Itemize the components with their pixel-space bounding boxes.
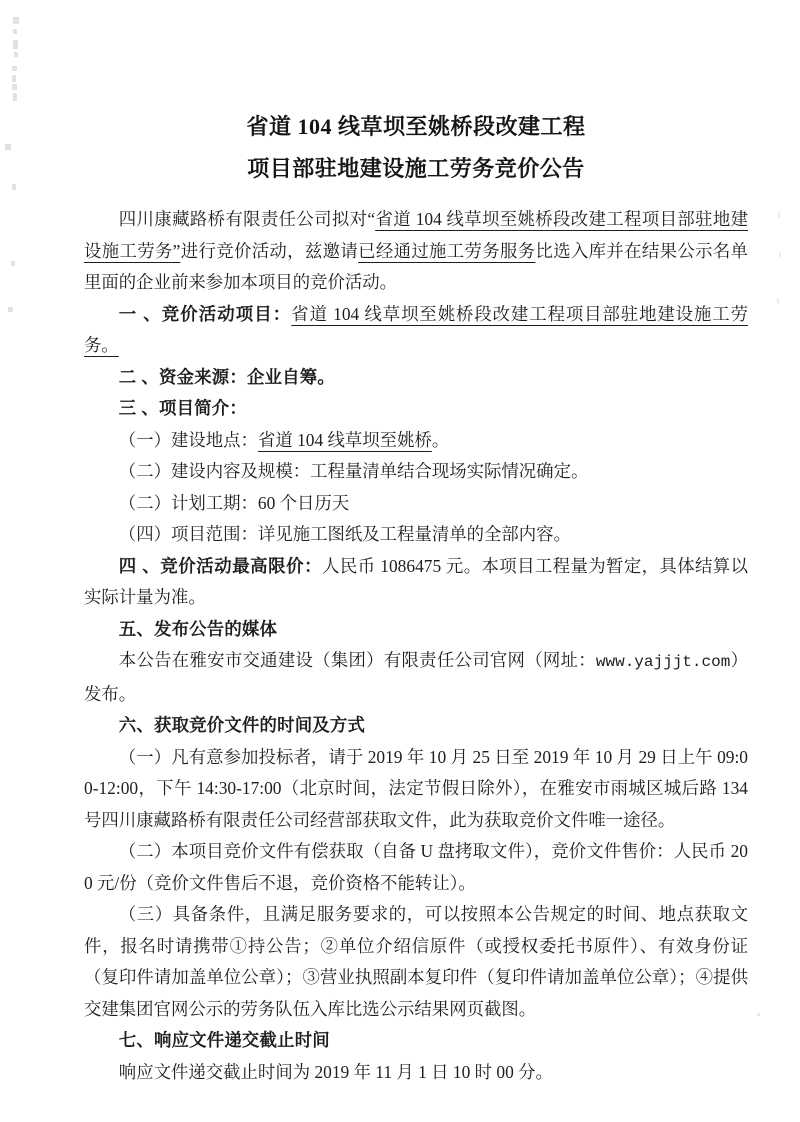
- underlined-text: 省道 104 线草坝至姚桥: [257, 429, 432, 450]
- text-segment: 响应文件递交截止时间为 2019 年 11 月 1 日 10 时 00 分。: [118, 1061, 553, 1082]
- document-title-line-2: 项目部驻地建设施工劳务竞价公告: [247, 156, 585, 181]
- scan-artifact: [13, 40, 18, 49]
- scan-artifact: [779, 252, 781, 257]
- scan-artifact: [5, 144, 11, 150]
- paragraph-13: [84, 742, 748, 837]
- text-segment: （三）具备条件，且满足服务要求的，可以按照本公告规定的时间、地点获取文件，报名时请携带①持公告；②单位介绍信原件（或授权委托书原件）、有效身份证（复印件请加盖单位公章）；③营业执照副本复印件（复印件请加盖单位公章）；④提供交建集团官网公示的劳务队伍入库比选公示结果网页截图。: [84, 904, 748, 1019]
- scan-artifact: [778, 212, 780, 218]
- text-segment: （一）凡有意参加投标者，请于 2019 年 10 月 25 日至 2019 年 10 月 29 日上午 09:00-12:00，下午 14:30-17:00（北京时间，法定节假日除外），在雅安市雨城区城后路 134 号四川康藏路桥有限责任公司经营部获取文件，此为获取竞价文件唯一途径。: [84, 746, 748, 830]
- section-heading-text: 四 、竞价活动最高限价：: [118, 555, 323, 576]
- paragraph-5: [84, 425, 748, 457]
- url-text: www.yajjjt.com: [595, 653, 731, 671]
- text-segment: ）发布。: [84, 650, 748, 704]
- section-heading-text: 三 、项目简介：: [118, 398, 247, 418]
- scan-artifact: [757, 1013, 760, 1016]
- text-segment: 比选入库并在结果公示名单里面的企业前来参加本项目的竞价活动。: [84, 240, 748, 292]
- text-segment: 人民币 1086475 元。本项目工程量为暂定，具体结算以实际计量为准。: [84, 555, 748, 607]
- document-title: [84, 106, 748, 190]
- document-body: [84, 204, 748, 1088]
- scan-artifact: [13, 17, 19, 24]
- paragraph-1: [84, 204, 748, 299]
- underlined-text: 已经通过施工劳务服务: [358, 240, 536, 261]
- underlined-text: 省道 104 线草坝至姚桥段改建工程项目部驻地建设施工劳务”: [84, 209, 748, 261]
- section-heading-text: 六、获取竞价文件的时间及方式: [118, 715, 366, 735]
- section-heading-text: 五、发布公告的媒体: [118, 618, 278, 639]
- text-segment: 进行竞价活动，兹邀请: [180, 240, 359, 261]
- text-segment: （二）计划工期：60 个日历天: [118, 492, 350, 513]
- paragraph-10: [84, 614, 748, 646]
- text-segment: 本公告在雅安市交通建设（集团）有限责任公司官网（网址：: [118, 650, 596, 670]
- paragraph-8: [84, 519, 748, 551]
- paragraph-12: [84, 710, 748, 742]
- underlined-text: 省道 104 线草坝至姚桥段改建工程项目部驻地建设施工劳务。: [84, 303, 748, 355]
- text-segment: 四川康藏路桥有限责任公司拟对“: [118, 209, 376, 229]
- text-segment: （二）本项目竞价文件有偿获取（自备 U 盘拷取文件），竞价文件售价：人民币 200 元/份（竞价文件售后不退，竞价资格不能转让）。: [84, 841, 748, 893]
- text-segment: （一）建设地点：: [118, 429, 258, 450]
- paragraph-17: [84, 1057, 748, 1089]
- scan-artifact: [14, 52, 18, 57]
- scan-artifact: [12, 66, 17, 71]
- scan-artifact: [12, 84, 17, 90]
- section-heading-text: 一 、竞价活动项目：: [118, 303, 292, 324]
- paragraph-11: [84, 645, 748, 710]
- scan-artifact: [12, 184, 16, 190]
- paragraph-15: [84, 899, 748, 1025]
- paragraph-2: [84, 299, 748, 362]
- scan-artifact: [13, 93, 17, 101]
- scan-artifact: [8, 307, 13, 312]
- paragraph-14: [84, 836, 748, 899]
- scan-artifact: [12, 75, 16, 82]
- text-segment: 。: [431, 429, 450, 450]
- paragraph-9: [84, 551, 748, 614]
- paragraph-7: [84, 488, 748, 520]
- paragraph-3: [84, 362, 748, 394]
- paragraph-4: [84, 393, 748, 425]
- document-title-line-1: 省道 104 线草坝至姚桥段改建工程: [246, 114, 586, 139]
- document-content: [84, 106, 748, 1088]
- paragraph-6: [84, 456, 748, 488]
- section-heading-text: 二 、资金来源：企业自筹。: [118, 366, 335, 387]
- text-segment: （四）项目范围：详见施工图纸及工程量清单的全部内容。: [118, 524, 571, 544]
- scan-artifact: [777, 298, 779, 304]
- section-heading-text: 七、响应文件递交截止时间: [118, 1030, 330, 1050]
- paragraph-16: [84, 1025, 748, 1057]
- scan-artifact: [11, 261, 15, 266]
- text-segment: （二）建设内容及规模：工程量清单结合现场实际情况确定。: [118, 461, 589, 481]
- scan-artifact: [13, 29, 17, 34]
